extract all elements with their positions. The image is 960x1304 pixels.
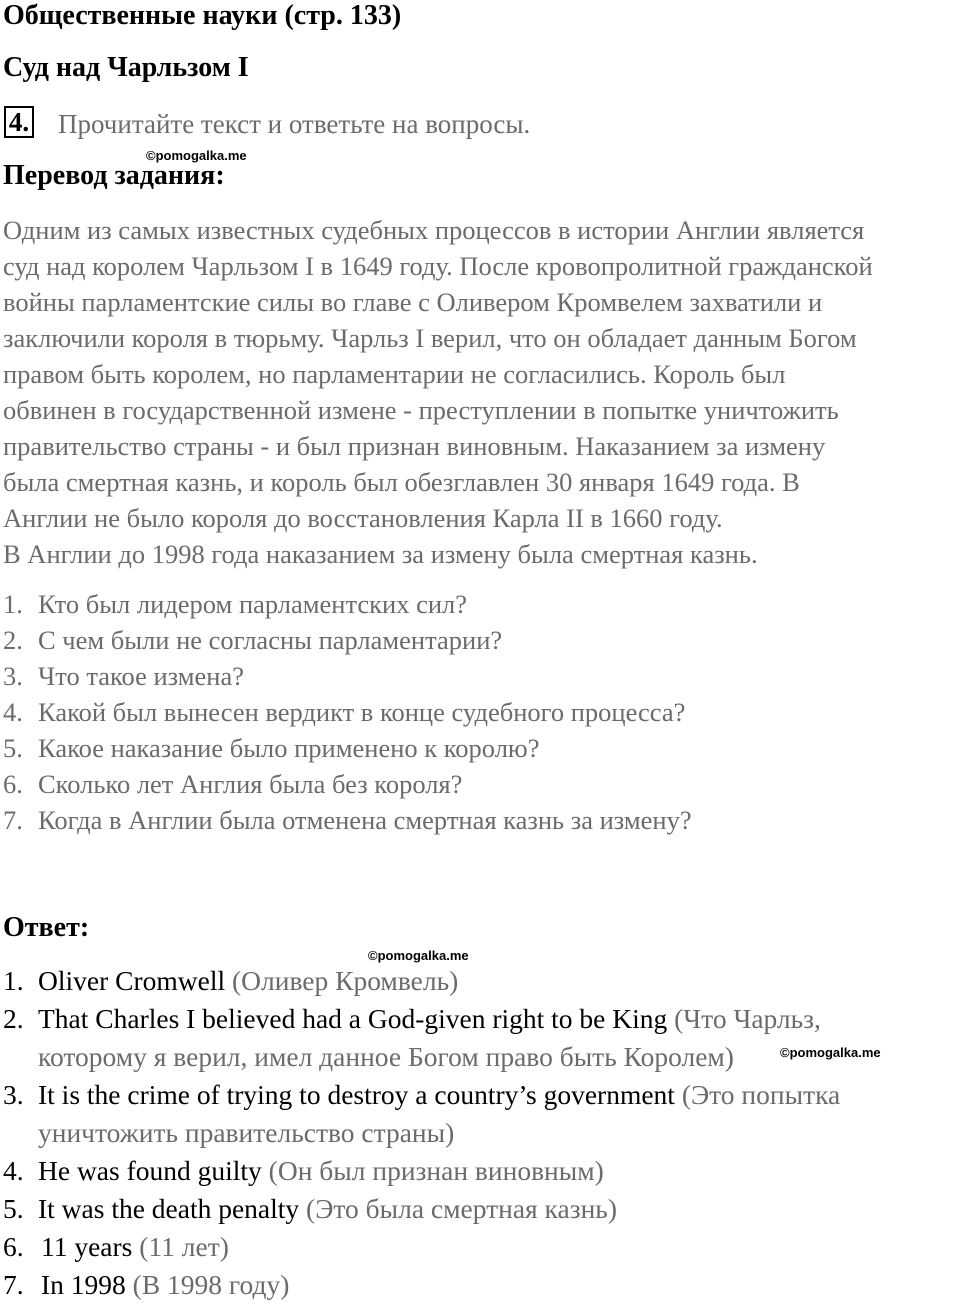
watermark: ©pomogalka.me xyxy=(146,148,247,163)
question-item xyxy=(3,658,692,694)
answer-list xyxy=(3,962,840,1304)
answer-english: Oliver Cromwell xyxy=(38,965,226,996)
question-number: 6. xyxy=(3,769,23,799)
paragraph-line: заключили короля в тюрьму. Чарльз I верил, что он обладает данным Богом xyxy=(3,323,857,353)
answer-number: 1. xyxy=(3,965,24,996)
answer-number: 4. xyxy=(3,1155,24,1186)
paragraph-line: была смертная казнь, и король был обезглавлен 30 января 1649 года. В xyxy=(3,467,800,497)
question-number: 3. xyxy=(3,661,23,691)
paragraph-line: Англии не было короля до восстановления Карла II в 1660 году. xyxy=(3,503,723,533)
question-text: Какое наказание было применено к королю? xyxy=(38,733,540,763)
question-item xyxy=(3,586,692,622)
paragraph-line: Одним из самых известных судебных процессов в истории Англии является xyxy=(3,215,865,245)
answer-number: 7. xyxy=(3,1269,24,1300)
answer-russian: (11 лет) xyxy=(132,1231,229,1262)
answer-item xyxy=(3,1152,840,1190)
task-instruction: Прочитайте текст и ответьте на вопросы. xyxy=(58,109,531,139)
answer-number: 6. xyxy=(3,1231,24,1262)
translation-paragraph xyxy=(3,212,960,572)
question-number: 5. xyxy=(3,733,23,763)
question-number: 2. xyxy=(3,625,23,655)
answer-item xyxy=(3,962,840,1000)
paragraph-line: В Англии до 1998 года наказанием за измену была смертная казнь. xyxy=(3,539,758,569)
answer-english: In 1998 xyxy=(41,1269,126,1300)
answer-item xyxy=(3,1228,840,1266)
answer-number: 2. xyxy=(3,1003,24,1034)
answer-russian: (Это была смертная казнь) xyxy=(299,1193,617,1224)
question-item xyxy=(3,622,692,658)
answer-english: That Charles I believed had a God-given right to be King xyxy=(38,1003,668,1034)
answer-number: 5. xyxy=(3,1193,24,1224)
answer-russian: которому я верил, имел данное Богом право быть Королем) xyxy=(38,1041,734,1072)
question-text: Какой был вынесен вердикт в конце судебного процесса? xyxy=(38,697,686,727)
paragraph-line: правом быть королем, но парламентарии не согласились. Король был xyxy=(3,359,786,389)
task-number-box: 4. xyxy=(4,106,34,138)
answer-russian: (Это попытка xyxy=(674,1079,841,1110)
paragraph-line: правительство страны - и был признан виновным. Наказанием за измену xyxy=(3,431,826,461)
question-item xyxy=(3,802,692,838)
watermark: ©pomogalka.me xyxy=(368,948,469,963)
answer-english: It was the death penalty xyxy=(38,1193,300,1224)
watermark: ©pomogalka.me xyxy=(780,1045,881,1060)
answer-russian: (Что Чарльз, xyxy=(667,1003,821,1034)
paragraph-line: суд над королем Чарльзом I в 1649 году. После кровопролитной гражданской xyxy=(3,251,873,281)
answer-english: It is the crime of trying to destroy a country’s government xyxy=(38,1079,675,1110)
translation-heading: Перевод задания: xyxy=(3,160,225,191)
question-item xyxy=(3,766,692,802)
question-text: Кто был лидером парламентских сил? xyxy=(38,589,468,619)
answer-russian: (Оливер Кромвель) xyxy=(225,965,459,996)
question-text: С чем были не согласны парламентарии? xyxy=(38,625,503,655)
question-text: Что такое измена? xyxy=(38,661,244,691)
section-title: Суд над Чарльзом I xyxy=(3,52,249,83)
answer-number: 3. xyxy=(3,1079,24,1110)
question-text: Когда в Англии была отменена смертная казнь за измену? xyxy=(38,805,692,835)
paragraph-line: обвинен в государственной измене - преступлении в попытке уничтожить xyxy=(3,395,839,425)
answer-item xyxy=(3,1190,840,1228)
answer-item-continuation xyxy=(3,1038,840,1076)
answer-english: He was found guilty xyxy=(38,1155,262,1186)
question-number: 7. xyxy=(3,805,23,835)
subject-title: Общественные науки (стр. 133) xyxy=(3,0,402,31)
answer-heading: Ответ: xyxy=(3,912,90,943)
question-number: 1. xyxy=(3,589,23,619)
answer-item xyxy=(3,1266,840,1304)
answer-item-continuation xyxy=(3,1114,840,1152)
answer-russian: уничтожить правительство страны) xyxy=(38,1117,455,1148)
question-list xyxy=(3,586,692,838)
question-item xyxy=(3,694,692,730)
question-item xyxy=(3,730,692,766)
answer-russian: (В 1998 году) xyxy=(125,1269,290,1300)
answer-russian: (Он был признан виновным) xyxy=(261,1155,604,1186)
answer-item xyxy=(3,1076,840,1114)
paragraph-line: войны парламентские силы во главе с Оливером Кромвелем захватили и xyxy=(3,287,823,317)
answer-item xyxy=(3,1000,840,1038)
answer-english: 11 years xyxy=(41,1231,133,1262)
question-text: Сколько лет Англия была без короля? xyxy=(38,769,463,799)
question-number: 4. xyxy=(3,697,23,727)
